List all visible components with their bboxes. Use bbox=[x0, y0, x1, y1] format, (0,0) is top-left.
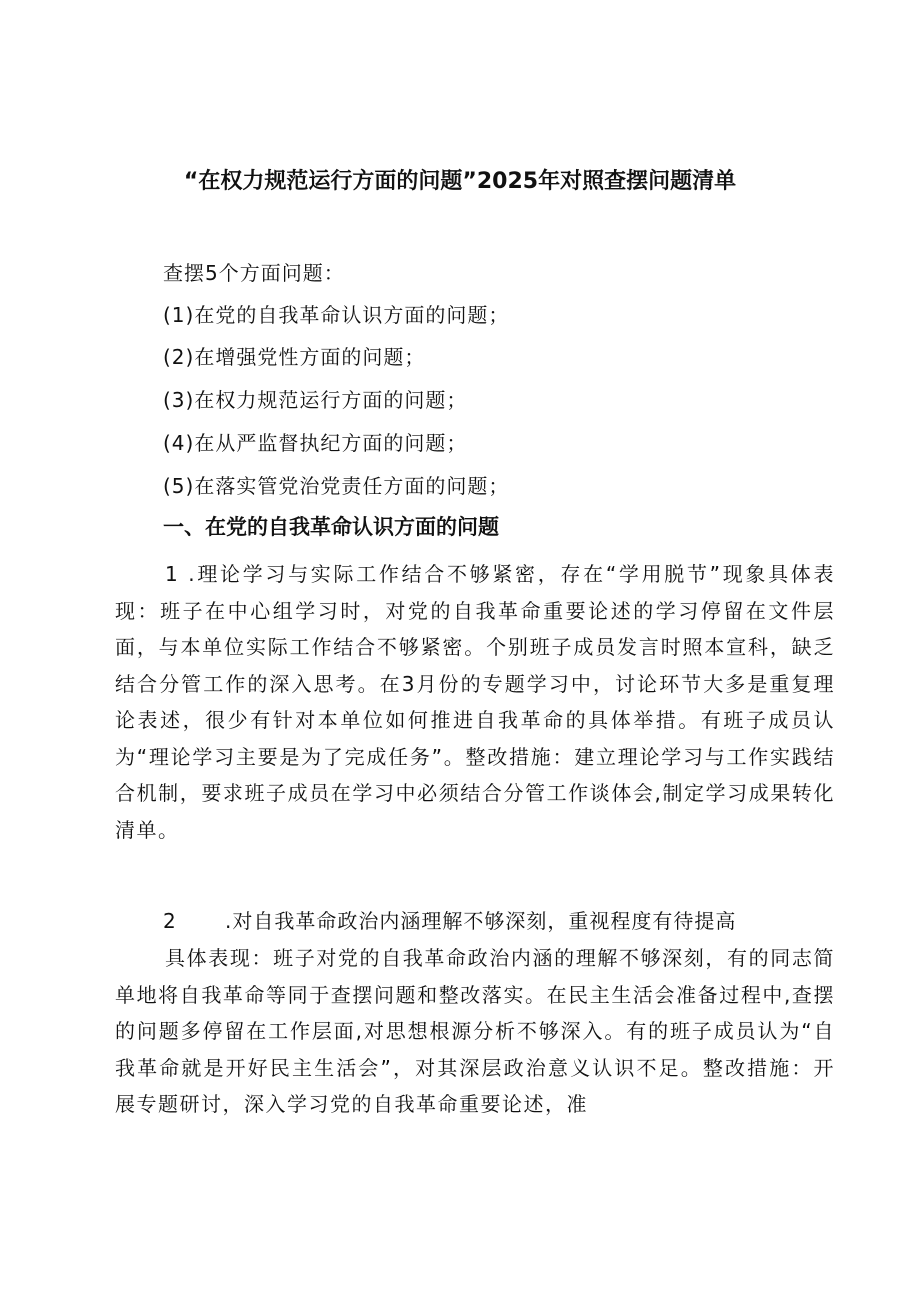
subheading-2 bbox=[163, 903, 736, 939]
section-heading: 一、在党的自我革命认识方面的问题 bbox=[163, 515, 499, 539]
subheading-title: .对自我革命政治内涵理解不够深刻，重视程度有待提高 bbox=[225, 909, 737, 933]
paragraph-1: 1 .理论学习与实际工作结合不够紧密，存在“学用脱节”现象具体表现：班子在中心组学习时，对党的自我革命重要论述的学习停留在文件层面，与本单位实际工作结合不够紧密。个别班子成员发言时照本宣科，缺乏结合分管工作的深入思考。在3月份的专题学习中，讨论环节大多是重复理论表述，很少有针对本单位如何推进自我革命的具体举措。有班子成员认为“理论学习主要是为了完成任务”。整改措施：建立理论学习与工作实践结合机制，要求班子成员在学习中必须结合分管工作谈体会,制定学习成果转化清单。 bbox=[115, 562, 835, 842]
subheading-number: 2 bbox=[163, 909, 177, 933]
document-title: “在权力规范运行方面的问题”2025年对照查摆问题清单 bbox=[183, 169, 737, 194]
list-item: (2)在增强党性方面的问题； bbox=[163, 345, 426, 369]
list-item: (4)在从严监督执纪方面的问题； bbox=[163, 431, 468, 455]
list-item: (3)在权力规范运行方面的问题； bbox=[163, 388, 468, 412]
intro-text: 查摆5个方面问题： bbox=[163, 261, 345, 285]
list-item: (5)在落实管党治党责任方面的问题； bbox=[163, 474, 510, 498]
paragraph-2: 具体表现：班子对党的自我革命政治内涵的理解不够深刻，有的同志简单地将自我革命等同于查摆问题和整改落实。在民主生活会准备过程中,查摆的问题多停留在工作层面,对思想根源分析不够深入。有的班子成员认为“自我革命就是开好民主生活会”，对其深层政治意义认识不足。整改措施：开展专题研讨，深入学习党的自我革命重要论述，准 bbox=[115, 946, 835, 1116]
list-item: (1)在党的自我革命认识方面的问题； bbox=[163, 303, 510, 327]
